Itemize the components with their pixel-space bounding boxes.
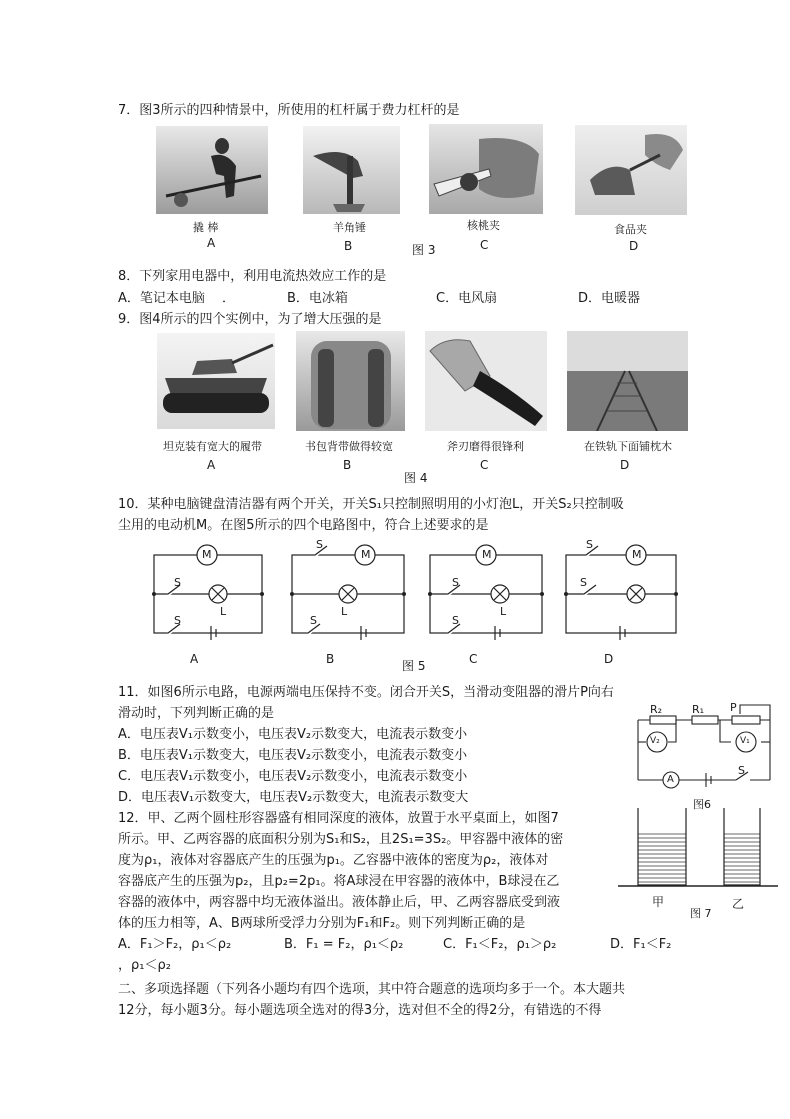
fig6-p-label: P xyxy=(730,701,737,714)
q9-letter-c: C xyxy=(480,458,489,472)
q10-letter-c: C xyxy=(469,652,478,666)
q12-line2: 所示。甲、乙两容器的底面积分别为S₁和S₂，且2S₁=3S₂。甲容器中液体的密 xyxy=(118,832,564,847)
q7-caption-b: 羊角锤 xyxy=(333,221,366,234)
q9-letter-a: A xyxy=(207,458,216,472)
q9-letter-d: D xyxy=(620,458,630,472)
q11-option-d: D．电压表V₁示数变大，电压表V₂示数变大，电流表示数变大 xyxy=(118,790,469,805)
circuit-b-switch2-label: S xyxy=(310,614,317,627)
circuit-c-switch1-label: S xyxy=(452,576,459,589)
crowbar-photo xyxy=(156,126,268,214)
q10-letter-a: A xyxy=(190,652,199,666)
q10-line1: 10．某种电脑键盘清洁器有两个开关，开关S₁只控制照明用的小灯泡L，开关S₂只控制吸 xyxy=(118,497,624,512)
railway-photo xyxy=(567,331,688,431)
q9-letter-b: B xyxy=(343,458,352,472)
q11-option-b: B．电压表V₁示数变大，电压表V₂示数变小，电流表示数变小 xyxy=(118,748,468,763)
circuit-d-motor-label: M xyxy=(632,548,642,561)
q8-option-a: A．笔记本电脑 xyxy=(118,291,205,306)
q8-option-c: C．电风扇 xyxy=(436,291,498,306)
circuit-a-lamp-label: L xyxy=(220,605,227,618)
q11-option-c: C．电压表V₁示数变小，电压表V₂示数变小，电流表示数变小 xyxy=(118,769,468,784)
q8-option-b: B．电冰箱 xyxy=(287,291,348,306)
fig6-v1-label: V₁ xyxy=(740,736,750,746)
axe-photo xyxy=(425,331,547,431)
fig6-ammeter-label: A xyxy=(667,774,674,785)
q11-line2: 滑动时，下列判断正确的是 xyxy=(118,706,275,721)
fig6-v2-label: V₂ xyxy=(650,736,660,746)
section2-line1: 二、多项选择题（下列各小题均有四个选项，其中符合题意的选项均多于一个。本大题共 xyxy=(118,982,626,997)
q12-line6: 体的压力相等，A、B两球所受浮力分别为F₁和F₂。则下列判断正确的是 xyxy=(118,916,526,931)
q12-line5: 容器的液体中，两容器中均无液体溢出。液体静止后，甲、乙两容器底受到液 xyxy=(118,895,561,910)
circuit-b-lamp-label: L xyxy=(341,605,348,618)
q10-letter-b: B xyxy=(326,652,335,666)
q10-letter-d: D xyxy=(604,652,614,666)
figure-5-circuits xyxy=(150,540,710,640)
circuit-c-lamp-label: L xyxy=(500,605,507,618)
fig6-switch-label: S xyxy=(738,764,745,777)
q8-option-d: D．电暖器 xyxy=(578,291,641,306)
q9-caption-d: 在铁轨下面铺枕木 xyxy=(584,440,672,453)
q12-option-d-continuation: ，ρ₁＜ρ₂ xyxy=(118,958,171,973)
fig6-r2-label: R₂ xyxy=(650,703,663,716)
q11-line1: 11．如图6所示电路，电源两端电压保持不变。闭合开关S，当滑动变阻器的滑片P向右 xyxy=(118,685,614,700)
q7-letter-d: D xyxy=(629,239,639,253)
q12-line1: 12．甲、乙两个圆柱形容器盛有相同深度的液体，放置于水平桌面上，如图7 xyxy=(118,811,559,826)
nutcracker-photo xyxy=(429,124,543,214)
fig6-r1-label: R₁ xyxy=(692,703,705,716)
q8-stray-dot: ． xyxy=(222,291,236,306)
figure-7-containers xyxy=(618,808,778,893)
q11-option-a: A．电压表V₁示数变小，电压表V₂示数变大，电流表示数变小 xyxy=(118,727,468,742)
backpack-photo xyxy=(296,331,405,431)
circuit-a-switch2-label: S xyxy=(174,614,181,627)
figure-5-label: 图 5 xyxy=(402,659,426,673)
section2-line2: 12分，每小题3分。每小题选项全选对的得3分，选对但不全的得2分，有错选的不得 xyxy=(118,1003,602,1018)
q7-letter-b: B xyxy=(344,239,353,253)
q9-caption-c: 斧刃磨得很锋利 xyxy=(447,440,524,453)
q9-caption-b: 书包背带做得较宽 xyxy=(305,440,393,453)
circuit-c-motor-label: M xyxy=(482,548,492,561)
q7-stem: 7．图3所示的四种情景中，所使用的杠杆属于费力杠杆的是 xyxy=(118,103,460,118)
circuit-b-motor-label: M xyxy=(361,548,371,561)
circuit-d-switch2-label: S xyxy=(580,576,587,589)
q7-letter-c: C xyxy=(480,238,489,252)
q12-option-a: A．F₁＞F₂，ρ₁＜ρ₂ xyxy=(118,937,232,952)
figure-4-label: 图 4 xyxy=(404,471,428,485)
q12-option-d: D．F₁＜F₂ xyxy=(610,937,672,952)
fig7-yi-label: 乙 xyxy=(732,897,745,911)
figure-6-label: 图6 xyxy=(693,798,711,811)
q9-caption-a: 坦克装有宽大的履带 xyxy=(163,440,262,453)
tank-photo xyxy=(157,333,275,429)
q7-caption-d: 食品夹 xyxy=(614,223,647,236)
circuit-d-switch1-label: S xyxy=(586,538,593,551)
q10-line2: 尘用的电动机M。在图5所示的四个电路图中，符合上述要求的是 xyxy=(118,518,489,533)
food-tongs-photo xyxy=(575,125,687,215)
q12-option-c: C．F₁＜F₂，ρ₁＞ρ₂ xyxy=(443,937,557,952)
q12-option-b: B．F₁ = F₂，ρ₁＜ρ₂ xyxy=(284,937,404,952)
q7-caption-c: 核桃夹 xyxy=(467,219,500,232)
q12-line4: 容器底产生的压强为p₂，且p₂=2p₁。将A球浸在甲容器的液体中，B球浸在乙 xyxy=(118,874,560,889)
circuit-a-switch1-label: S xyxy=(174,576,181,589)
q12-line3: 度为ρ₁，液体对容器底产生的压强为p₁。乙容器中液体的密度为ρ₂，液体对 xyxy=(118,853,549,868)
fig7-jia-label: 甲 xyxy=(652,895,665,909)
q7-caption-a: 撬 棒 xyxy=(193,221,219,234)
claw-hammer-photo xyxy=(303,126,400,214)
circuit-b-switch1-label: S xyxy=(316,538,323,551)
circuit-a-motor-label: M xyxy=(202,548,212,561)
figure-3-label: 图 3 xyxy=(412,243,436,257)
circuit-c-switch2-label: S xyxy=(452,614,459,627)
q9-stem: 9．图4所示的四个实例中，为了增大压强的是 xyxy=(118,312,382,327)
q7-letter-a: A xyxy=(207,236,216,250)
figure-7-label: 图 7 xyxy=(690,907,712,920)
q8-stem: 8．下列家用电器中，利用电流热效应工作的是 xyxy=(118,269,387,284)
